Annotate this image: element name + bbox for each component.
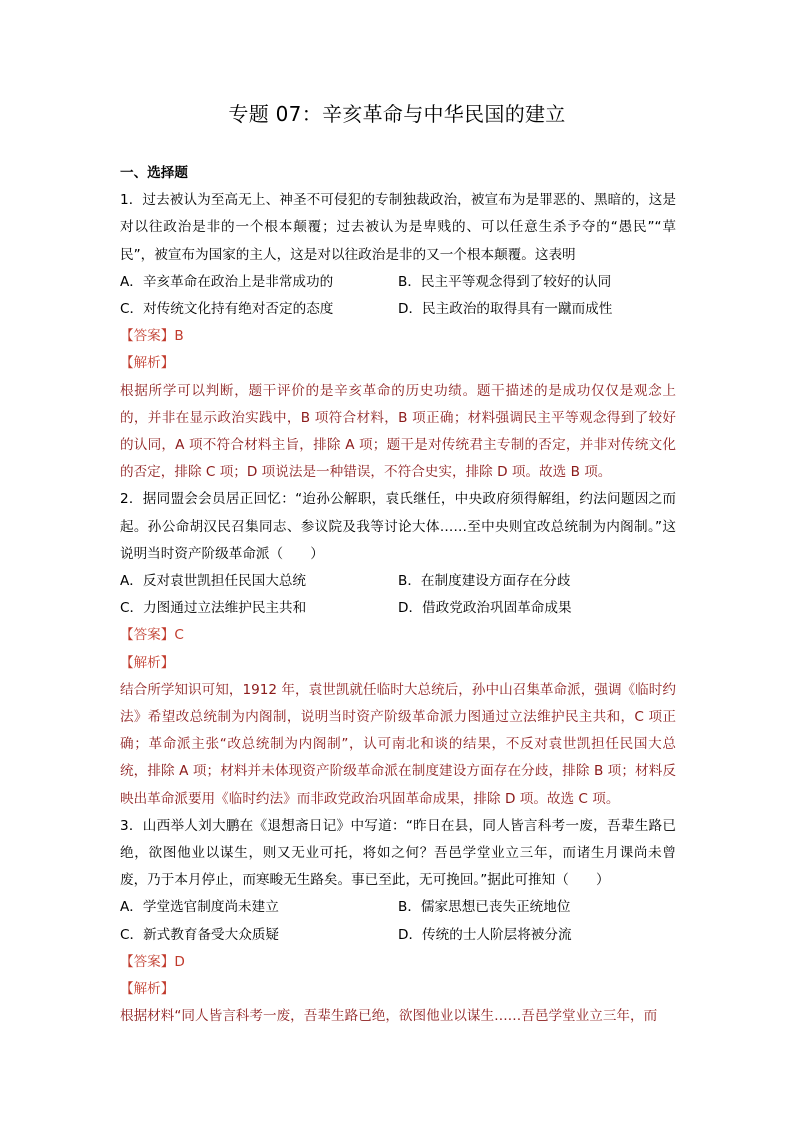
option-c: C．对传统文化持有绝对否定的态度 [120, 301, 334, 318]
page-title: 专题 07：辛亥革命与中华民国的建立 [228, 102, 566, 126]
analysis-label: 【解析】 [120, 654, 175, 671]
option-a: A．反对袁世凯担任民国大总统 [120, 573, 307, 590]
option-a: A．辛亥革命在政治上是非常成功的 [120, 273, 334, 290]
answer: 【答案】C [120, 627, 184, 644]
option-c: C．新式教育备受大众质疑 [120, 926, 280, 943]
question-stem: 3．山西举人刘大鹏在《退想斋日记》中写道：“昨日在县，同人皆言科考一废，吾辈生路已绝，欲图他业以谋生，则又无业可托，将如之何？吾邑学堂业立三年，而诸生月课尚未曾废，乃于本月停止，而寒畯无生路矣。事已至此，无可挽回。”据此可推知（ ） [120, 817, 676, 889]
question-3 [120, 813, 676, 1031]
analysis-text: 结合所学知识可知，1912 年，袁世凯就任临时大总统后，孙中山召集革命派，强调《临时约法》希望改总统制为内阁制，说明当时资产阶级革命派力图通过立法维护民主共和，C 项正确；革命派主张“改总统制为内阁制”，认可南北和谈的结果，不反对袁世凯担任民国大总统，排除 A 项；材料并未体现资产阶级革命派在制度建设方面存在分歧，排除 B 项；材料反映出革命派要用《临时约法》而非政党政治巩固革命成果，排除 D 项。故选 C 项。 [120, 681, 676, 807]
question-1 [120, 187, 676, 486]
option-c: C．力图通过立法维护民主共和 [120, 600, 307, 617]
option-d: D．民主政治的取得具有一蹴而成性 [398, 301, 613, 318]
analysis-label: 【解析】 [120, 355, 175, 372]
question-stem: 1．过去被认为至高无上、神圣不可侵犯的专制独裁政治，被宣布为是罪恶的、黑暗的，这是对以往政治是非的一个根本颠覆；过去被认为是卑贱的、可以任意生杀予夺的“愚民”“草民”，被宣布为国家的主人，这是对以往政治是非的又一个根本颠覆。这表明 [120, 192, 676, 263]
analysis-label: 【解析】 [120, 981, 175, 998]
option-b: B．在制度建设方面存在分歧 [398, 573, 571, 590]
document-body [120, 160, 676, 1031]
option-b: B．儒家思想已丧失正统地位 [398, 899, 571, 916]
question-stem: 2．据同盟会会员居正回忆：“迨孙公解职，袁氏继任，中央政府须得解组，约法问题因之而起。孙公命胡汉民召集同志、参议院及我等讨论大体……至中央则宜改总统制为内阁制。”这说明当时资产阶级革命派（ ） [120, 491, 676, 562]
option-b: B．民主平等观念得到了较好的认同 [398, 273, 612, 290]
option-a: A．学堂选官制度尚未建立 [120, 899, 279, 916]
options [120, 568, 676, 622]
options [120, 894, 676, 948]
analysis-text: 根据材料“同人皆言科考一废，吾辈生路已绝，欲图他业以谋生……吾邑学堂业立三年，而 [120, 1008, 658, 1025]
section-heading: 一、选择题 [120, 165, 188, 181]
analysis-text: 根据所学可以判断，题干评价的是辛亥革命的历史功绩。题干描述的是成功仅仅是观念上的，并非在显示政治实践中，B 项符合材料，B 项正确；材料强调民主平等观念得到了较好的认同，A 项不符合材料主旨，排除 A 项；题干是对传统君主专制的否定，并非对传统文化的否定，排除 C 项；D 项说法是一种错误，不符合史实，排除 D 项。故选 B 项。 [120, 382, 676, 481]
option-d: D．传统的士人阶层将被分流 [398, 926, 572, 943]
question-2 [120, 486, 676, 812]
answer: 【答案】B [120, 328, 184, 345]
option-d: D．借政党政治巩固革命成果 [398, 600, 572, 617]
options [120, 269, 676, 323]
answer: 【答案】D [120, 953, 185, 970]
